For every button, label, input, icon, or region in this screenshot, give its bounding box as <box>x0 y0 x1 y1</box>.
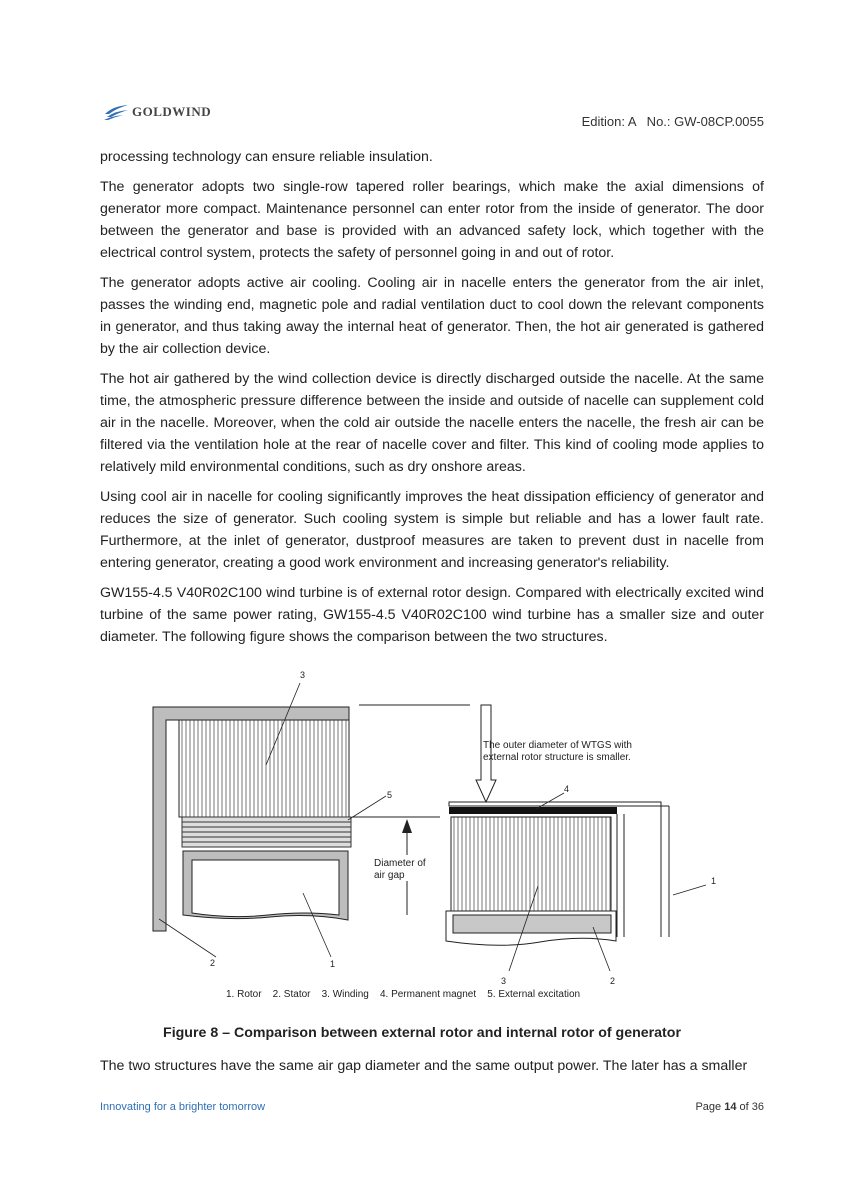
figure-caption: Figure 8 – Comparison between external rotor and internal rotor of generator <box>163 1025 681 1041</box>
callout-1-right: 1 <box>711 876 717 886</box>
goldwind-logo-icon <box>103 103 129 121</box>
page-label: Page <box>695 1101 722 1113</box>
paragraph: GW155-4.5 V40R02C100 wind turbine is of external rotor design. Compared with electrically excited wind turbine of the same power rating, GW155-4.5 V40R02C100 wind turbine has a smaller size and outer diameter. The following figure shows the comparison between the two structures. <box>100 585 764 645</box>
callout-3-top: 3 <box>300 670 306 680</box>
callout-4: 4 <box>564 784 570 794</box>
page-current: 14 <box>724 1101 737 1113</box>
callout-2-right: 2 <box>610 976 616 986</box>
air-gap-label-1: Diameter of <box>374 858 426 869</box>
footer-slogan: Innovating for a brighter tomorrow <box>100 1101 266 1113</box>
annotation-line-2: external rotor structure is smaller. <box>483 752 631 763</box>
paragraph: Using cool air in nacelle for cooling significantly improves the heat dissipation efficiency of generator and reduces the size of generator. Such cooling system is simple but reliable and has a lower fault rate. Furthermore, at the inlet of generator, dustproof measures are taken to prevent dust in nacelle from entering generator, creating a good work environment and increasing generator's reliability. <box>100 489 764 571</box>
goldwind-logo <box>103 103 211 121</box>
generator-comparison-figure <box>140 665 740 1010</box>
body-text <box>100 146 764 656</box>
annotation-line-1: The outer diameter of WTGS with <box>483 740 632 751</box>
paragraph: processing technology can ensure reliable insulation. <box>100 149 433 165</box>
outer-diameter-arrow <box>476 705 632 802</box>
callout-5: 5 <box>387 790 393 800</box>
internal-rotor-structure <box>153 707 351 931</box>
page-number <box>695 1101 764 1113</box>
edition-number: Edition: A No.: GW-08CP.0055 <box>581 114 764 129</box>
air-gap-label-2: air gap <box>374 870 405 881</box>
paragraph: The generator adopts active air cooling. Cooling air in nacelle enters the generator from the air inlet, passes the winding end, magnetic pole and radial ventilation duct to cool down the relevant components in generator, and thus taking away the internal heat of generator. Then, the hot air generated is gathered by the air collection device. <box>100 275 764 357</box>
callout-2-left: 2 <box>210 958 216 968</box>
paragraph: The generator adopts two single-row tapered roller bearings, which make the axial dimensions of generator more compact. Maintenance personnel can enter rotor from the inside of generator. The door between the generator and base is provided with an advanced safety lock, which together with the electrical control system, protects the safety of personnel going in and out of rotor. <box>100 179 764 261</box>
brand-name: GOLDWIND <box>132 104 212 119</box>
callout-1-left: 1 <box>330 959 336 969</box>
paragraph: The hot air gathered by the wind collection device is directly discharged outside the nacelle. At the same time, the atmospheric pressure difference between the inside and outside of nacelle can supplement cold air in the nacelle. Moreover, when the cold air outside the nacelle enters the nacelle, the fresh air can be filtered via the ventilation hole at the rear of nacelle cover and filter. This kind of cooling mode applies to relatively mild environmental conditions, such as dry onshore areas. <box>100 371 764 475</box>
paragraph-continued: The two structures have the same air gap diameter and the same output power. The later has a smaller <box>100 1058 748 1074</box>
figure-legend: 1. Rotor 2. Stator 3. Winding 4. Permanent magnet 5. External excitation <box>226 989 581 1000</box>
page-total: of 36 <box>739 1101 764 1113</box>
callout-3-bottom: 3 <box>501 976 507 986</box>
figure-drawing <box>140 665 740 1010</box>
external-rotor-structure <box>446 802 669 945</box>
